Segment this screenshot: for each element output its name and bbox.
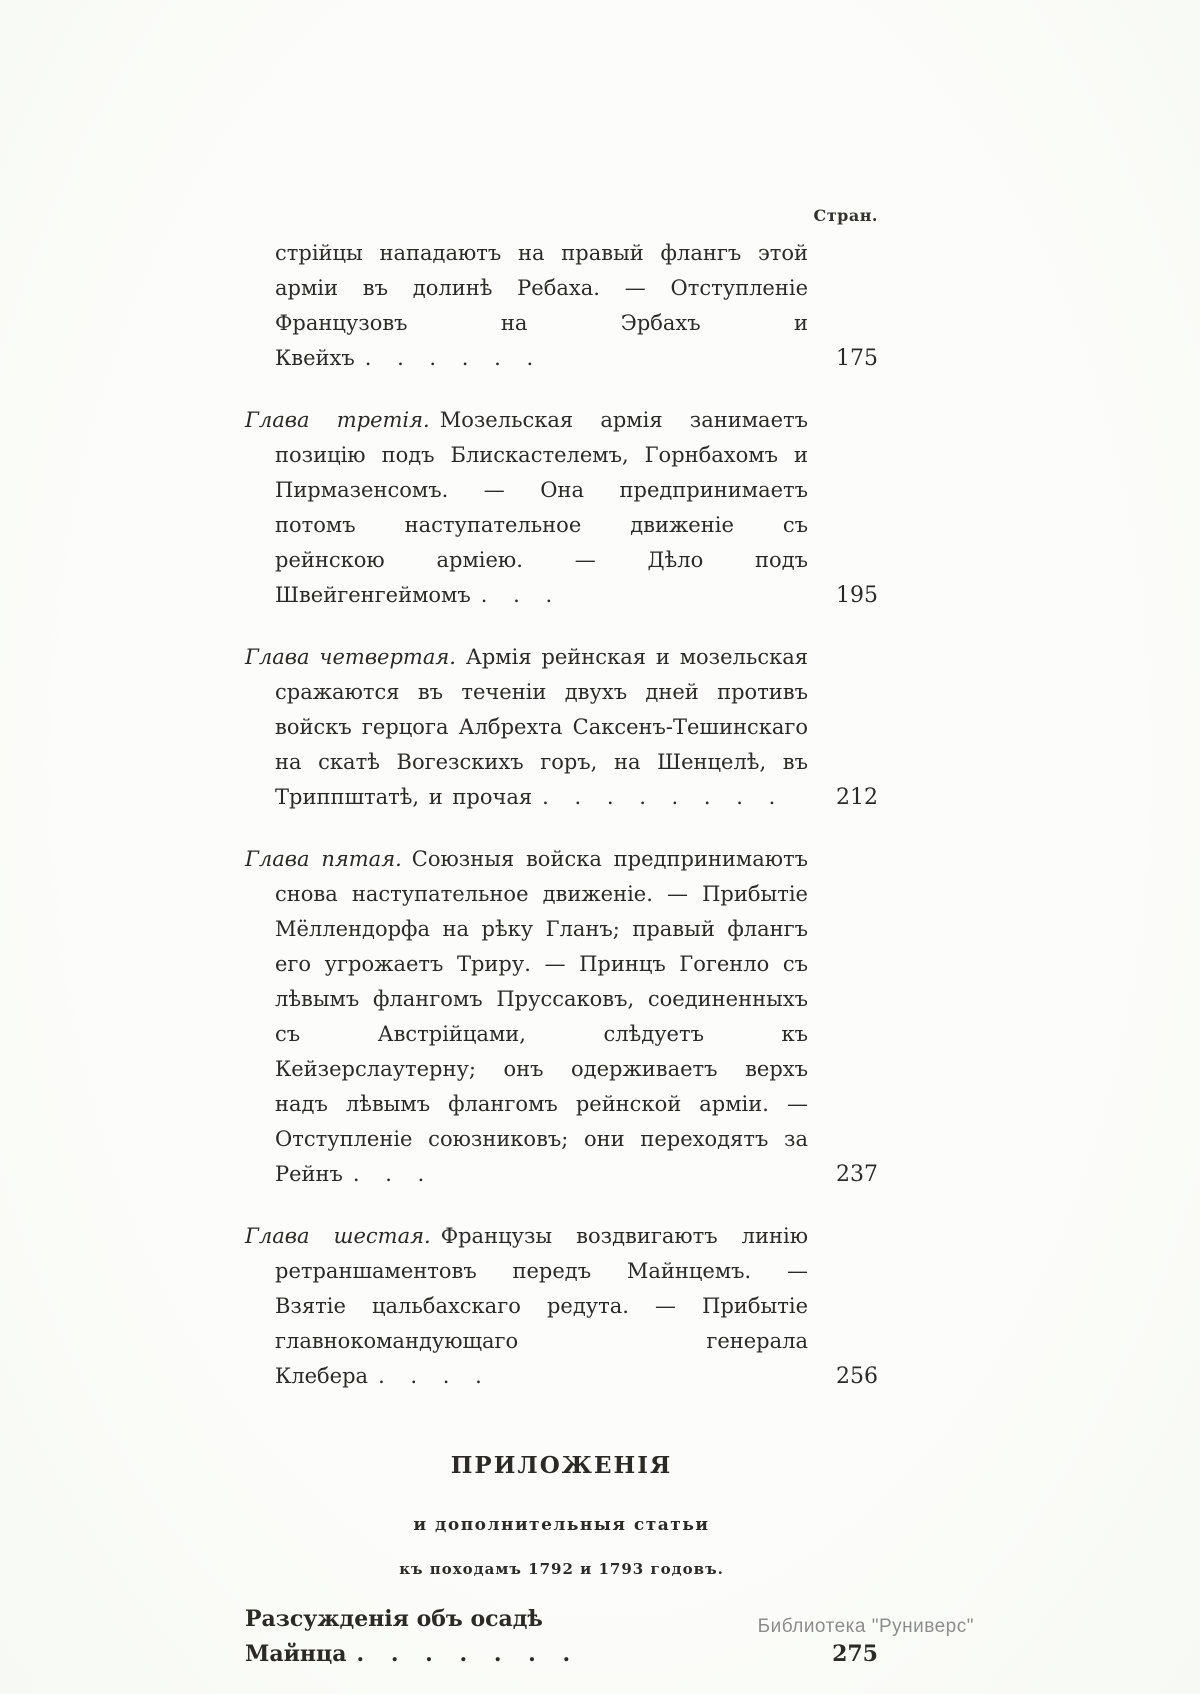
dot-leader: . . . . [378, 1364, 483, 1388]
appendix-subtitle: и дополнительныя статьи [413, 1515, 710, 1535]
entry-text: Разсужденія объ осадѣ Майнца [245, 1606, 543, 1667]
toc-entry [245, 403, 878, 613]
page-number: 212 [836, 785, 878, 810]
dot-leader: . . . . . . [364, 346, 535, 370]
entry-text: Союзныя войска предпринимаютъ снова наступательное движеніе. — Прибытіе Мёллендорфа на рѣку Гланъ; правый флангъ его угрожаетъ Триру. — Принцъ Гогенло съ лѣвымъ флангомъ Пруссаковъ, соединенныхъ съ Австрійцами, слѣдуетъ къ Кейзерслаутерну; онъ одерживаетъ верхъ надъ лѣвымъ флангомъ рейнской арміи. — Отступленіе союзниковъ; они переходятъ за Рейнъ [275, 847, 808, 1186]
page-number: 237 [836, 1162, 878, 1187]
table-of-contents [245, 236, 878, 1672]
appendix-subtitle: къ походамъ 1792 и 1793 годовъ. [399, 1560, 724, 1578]
dot-leader: . . . [480, 583, 554, 607]
appendix-title: ПРИЛОЖЕНІЯ [450, 1452, 673, 1479]
chapter-lead: Глава четвертая. [245, 645, 456, 669]
toc-entry [245, 640, 878, 815]
chapter-lead: Глава третія. [245, 408, 430, 432]
pages-column-header: Стран. [813, 206, 878, 225]
chapter-lead: Глава шестая. [245, 1224, 431, 1248]
entry-text: Армія рейнская и мозельская сражаются въ теченіи двухъ дней противъ войскъ герцога Албрехта Саксенъ-Тешинскаго на скатѣ Вогезскихъ горъ, на Шенцелѣ, въ Триппштатѣ, и прочая [275, 645, 808, 809]
library-watermark: Библиотека "Руниверс" [757, 1616, 974, 1637]
page-number: 175 [836, 346, 878, 371]
entry-text: Мозельская армія занимаетъ позицію подъ Блискастелемъ, Горнбахомъ и Пирмазенсомъ. — Она предпринимаетъ потомъ наступательное движеніе съ рейнскою арміею. — Дѣло подъ Швейгенгеймомъ [275, 408, 808, 607]
entry-text: стрійцы нападаютъ на правый флангъ этой арміи въ долинѣ Ребаха. — Отступленіе Французовъ на Эрбахъ и Квейхъ [275, 241, 808, 370]
appendix-section [245, 1452, 878, 1672]
entry-text: Французы воздвигаютъ линію ретраншаментовъ передъ Майнцемъ. — Взятіе цальбахскаго редута. — Прибытіе главнокомандующаго генерала Клебера [275, 1224, 808, 1388]
page-number: 195 [836, 583, 878, 608]
toc-entry [245, 842, 878, 1192]
toc-entry [245, 236, 878, 376]
chapter-lead: Глава пятая. [245, 847, 402, 871]
page-number: 256 [836, 1364, 878, 1389]
toc-entry [245, 1219, 878, 1394]
page-number: 275 [832, 1641, 878, 1667]
dot-leader: . . . . . . . . [542, 785, 777, 809]
dot-leader: . . . . . . . [356, 1641, 572, 1667]
dot-leader: . . . [352, 1162, 426, 1186]
